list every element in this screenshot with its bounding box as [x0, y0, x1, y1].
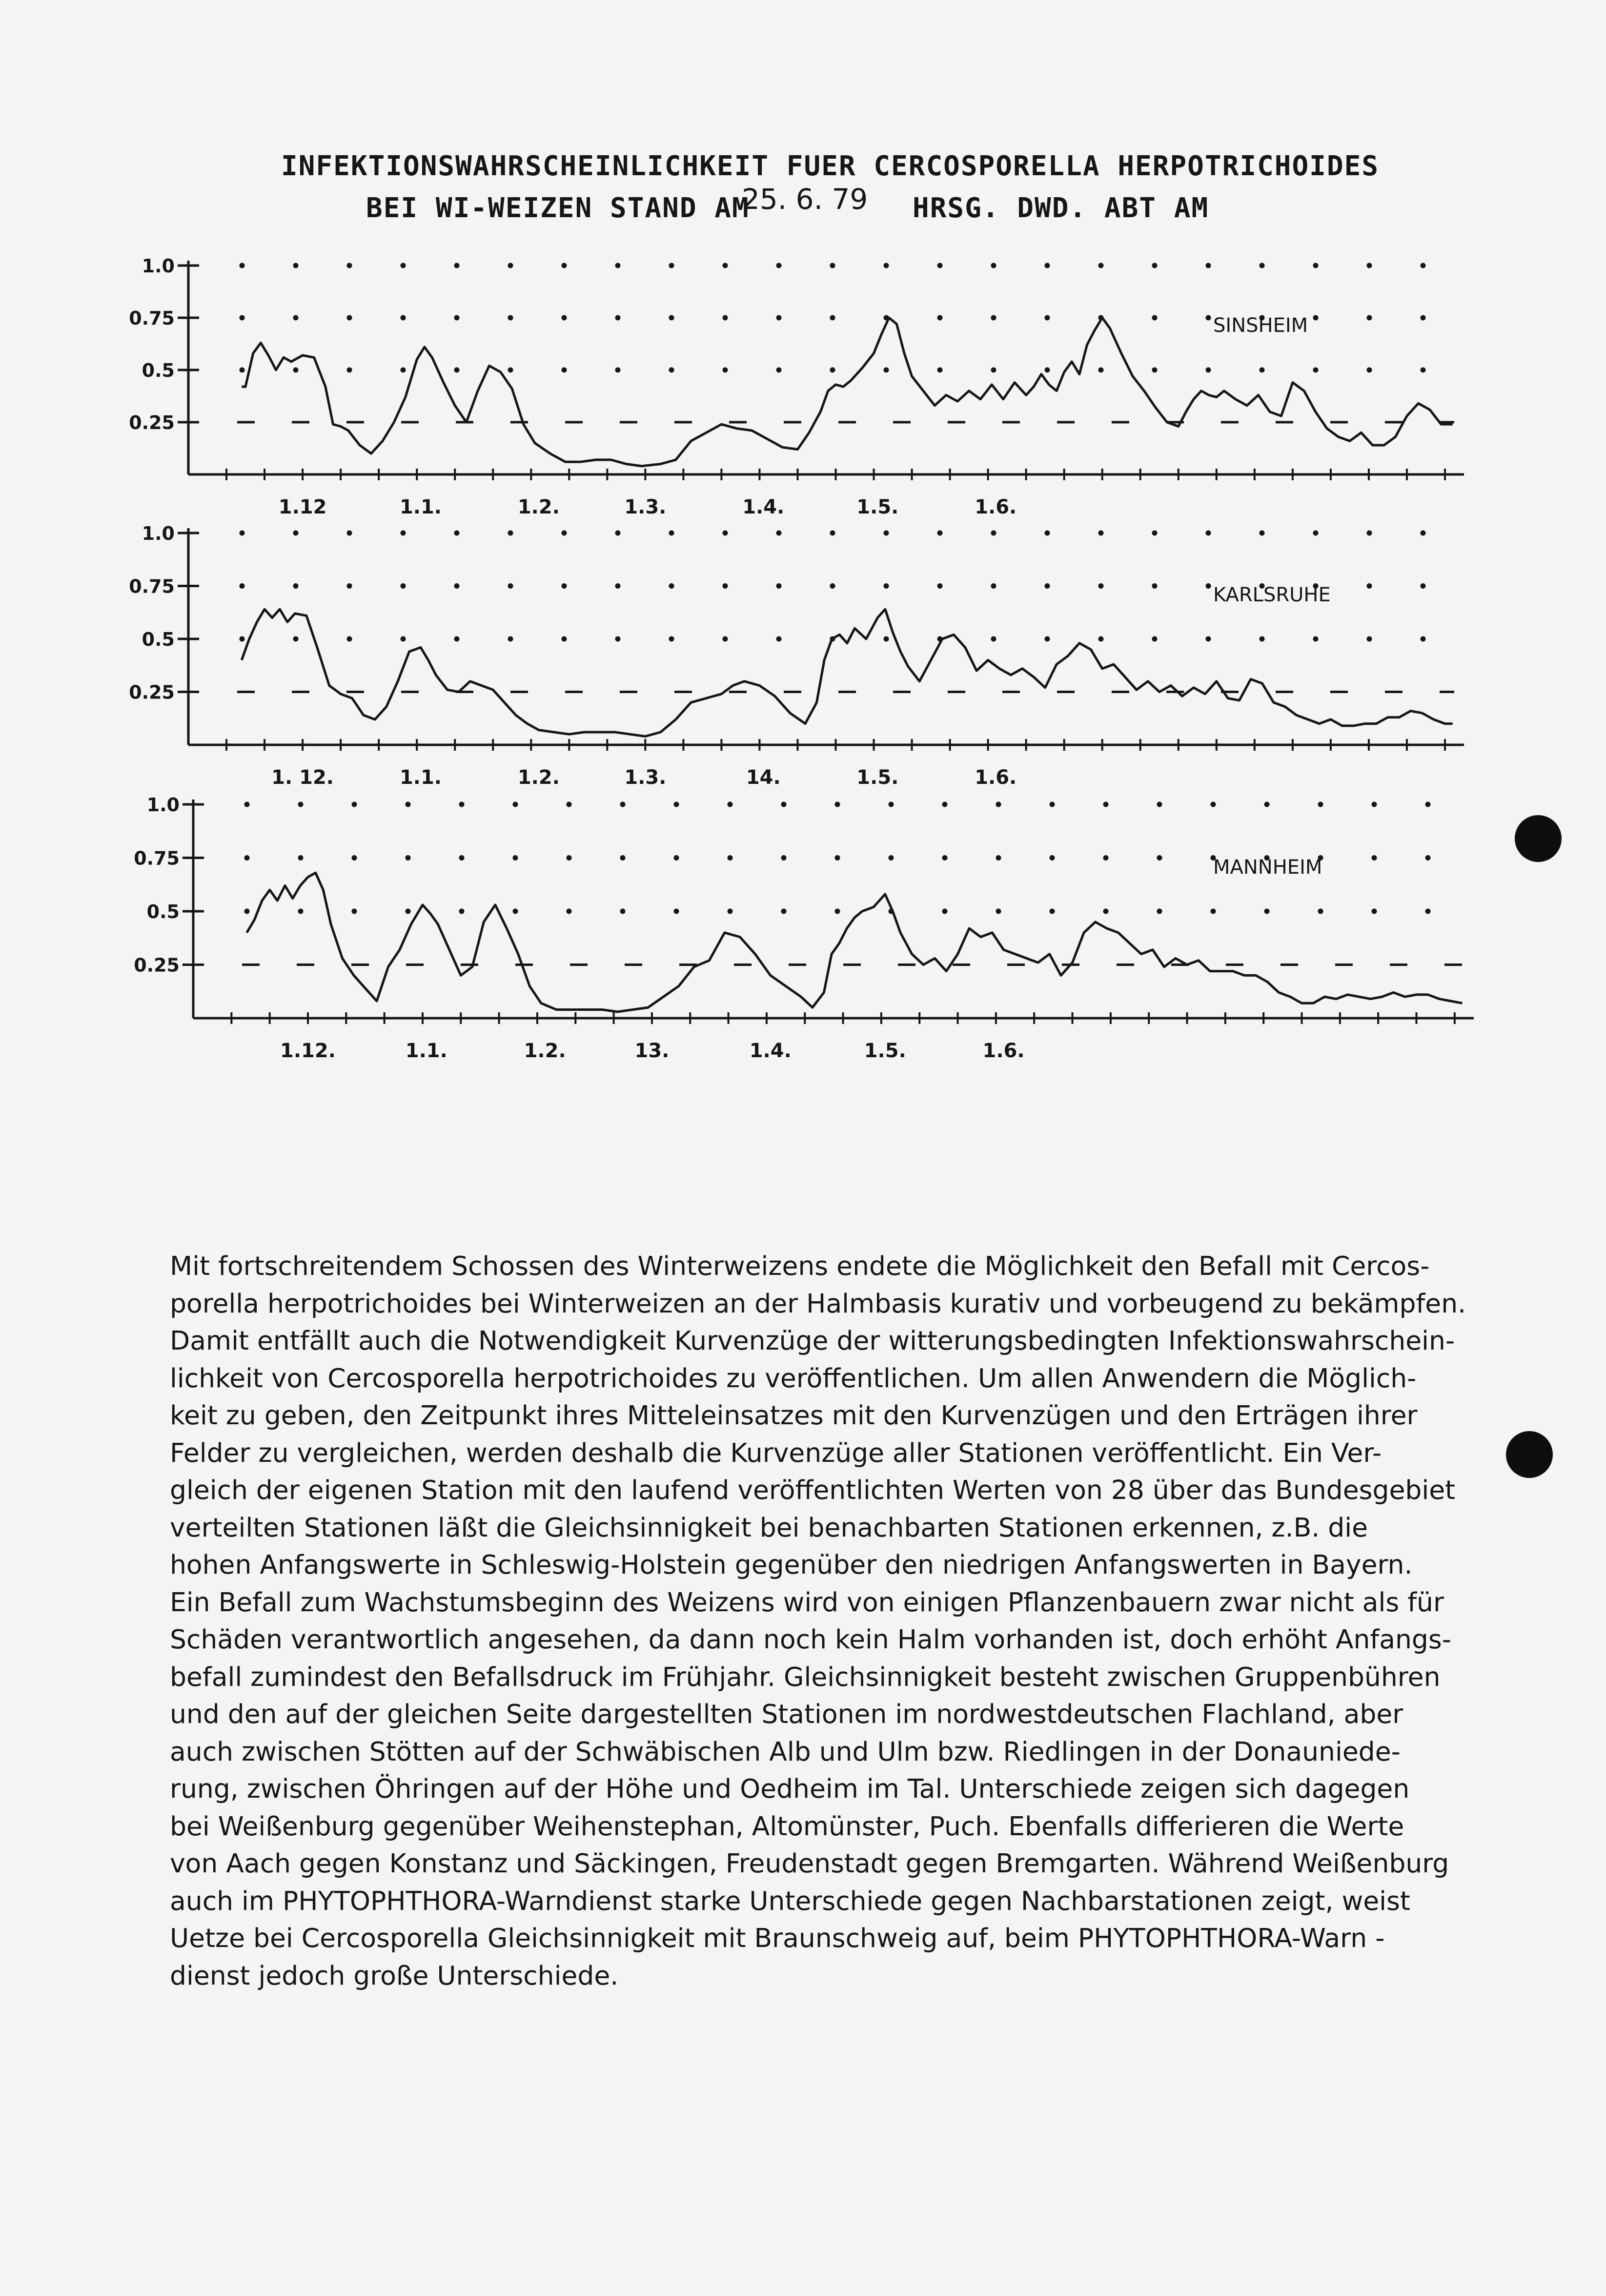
grid-dot	[884, 368, 889, 373]
grid-dot	[674, 802, 679, 807]
grid-dot	[1206, 315, 1211, 321]
grid-dot	[1421, 583, 1426, 589]
grid-dot	[401, 315, 406, 321]
grid-dot	[1098, 583, 1104, 589]
grid-dot	[1421, 315, 1426, 321]
grid-dot	[615, 531, 621, 536]
grid-dot	[835, 909, 840, 914]
grid-dot	[615, 636, 621, 642]
station-label: KARLSRUHE	[1213, 584, 1331, 606]
grid-dot	[562, 263, 567, 268]
grid-dot	[1157, 855, 1162, 861]
body-text-line: Schäden verantwortlich angesehen, da dann noch kein Halm vorhanden ist, doch erhöht Anfangs-	[170, 1624, 1452, 1655]
grid-dot	[347, 315, 352, 321]
grid-dot	[1157, 802, 1162, 807]
body-text-line: Mit fortschreitendem Schossen des Winterweizens endete die Möglichkeit den Befall mit Cercos-	[170, 1250, 1430, 1281]
grid-dot	[937, 263, 943, 268]
grid-dot	[1206, 368, 1211, 373]
grid-dot	[1260, 263, 1265, 268]
charts-panel	[0, 0, 1606, 1123]
grid-dot	[620, 802, 626, 807]
chart-title-stand: BEI WI-WEIZEN STAND AM	[366, 192, 750, 224]
grid-dot	[991, 583, 996, 589]
month-label: 1.6.	[982, 1040, 1025, 1062]
grid-dot	[830, 531, 835, 536]
grid-dot	[240, 368, 245, 373]
body-text-line: Felder zu vergleichen, werden deshalb die Kurvenzüge aller Stationen veröffentlicht. Ein Ver-	[170, 1437, 1382, 1468]
grid-dot	[669, 636, 674, 642]
y-tick-label: 0.75	[129, 575, 175, 597]
grid-dot	[401, 636, 406, 642]
grid-dot	[562, 583, 567, 589]
grid-dot	[508, 531, 513, 536]
grid-dot	[347, 263, 352, 268]
grid-dot	[615, 583, 621, 589]
grid-dot	[454, 368, 460, 373]
grid-dot	[1206, 636, 1211, 642]
series-line	[242, 318, 1452, 466]
series-line	[242, 609, 1452, 736]
grid-dot	[1367, 531, 1372, 536]
grid-dot	[240, 315, 245, 321]
month-label: 1.4.	[749, 1040, 792, 1062]
body-text-line: bei Weißenburg gegenüber Weihenstephan, Altomünster, Puch. Ebenfalls differieren die Werte	[170, 1810, 1404, 1842]
y-tick-label: 0.75	[134, 847, 180, 869]
grid-dot	[508, 583, 513, 589]
month-label: 1.2.	[517, 766, 560, 789]
y-tick-label: 0.25	[134, 954, 180, 976]
grid-dot	[937, 531, 943, 536]
grid-dot	[620, 855, 626, 861]
grid-dot	[884, 263, 889, 268]
grid-dot	[728, 909, 733, 914]
grid-dot	[513, 802, 518, 807]
grid-dot	[352, 855, 357, 861]
grid-dot	[996, 855, 1001, 861]
body-text-line: verteilten Stationen läßt die Gleichsinnigkeit bei benachbarten Stationen erkennen, z.B. die	[170, 1512, 1368, 1543]
grid-dot	[615, 263, 621, 268]
grid-dot	[996, 909, 1001, 914]
grid-dot	[884, 636, 889, 642]
grid-dot	[401, 531, 406, 536]
grid-dot	[567, 855, 572, 861]
grid-dot	[991, 315, 996, 321]
grid-dot	[347, 368, 352, 373]
month-label: 14.	[746, 766, 781, 789]
grid-dot	[776, 583, 782, 589]
grid-dot	[406, 802, 411, 807]
series-line	[247, 873, 1463, 1012]
grid-dot	[669, 531, 674, 536]
grid-dot	[991, 531, 996, 536]
grid-dot	[830, 263, 835, 268]
body-text-line: befall zumindest den Befallsdruck im Frühjahr. Gleichsinnigkeit besteht zwischen Gruppenbühren	[170, 1661, 1441, 1692]
month-label: 1.4.	[742, 496, 785, 518]
grid-dot	[240, 531, 245, 536]
grid-dot	[1318, 802, 1323, 807]
grid-dot	[298, 855, 304, 861]
month-label: 1.1.	[399, 496, 442, 518]
month-label: 1.1.	[405, 1040, 447, 1062]
month-label: 1.5.	[856, 496, 899, 518]
grid-dot	[240, 583, 245, 589]
grid-dot	[1206, 583, 1211, 589]
grid-dot	[1045, 531, 1050, 536]
body-text-line: gleich der eigenen Station mit den laufend veröffentlichten Werten von 28 über das Bundesgebiet	[170, 1475, 1456, 1505]
grid-dot	[674, 855, 679, 861]
grid-dot	[454, 583, 460, 589]
grid-dot	[454, 531, 460, 536]
month-label: 1. 12.	[271, 766, 334, 789]
grid-dot	[1260, 368, 1265, 373]
grid-dot	[1421, 263, 1426, 268]
month-label: 1.12.	[280, 1040, 336, 1062]
grid-dot	[674, 909, 679, 914]
grid-dot	[1264, 909, 1270, 914]
punch-hole-bottom	[1506, 1431, 1553, 1478]
grid-dot	[1367, 583, 1372, 589]
grid-dot	[1367, 263, 1372, 268]
grid-dot	[1050, 855, 1055, 861]
grid-dot	[454, 315, 460, 321]
grid-dot	[240, 636, 245, 642]
grid-dot	[508, 315, 513, 321]
grid-dot	[889, 855, 894, 861]
grid-dot	[1425, 855, 1431, 861]
grid-dot	[1103, 909, 1109, 914]
grid-dot	[1045, 583, 1050, 589]
grid-dot	[406, 855, 411, 861]
grid-dot	[1206, 531, 1211, 536]
grid-dot	[996, 802, 1001, 807]
grid-dot	[347, 636, 352, 642]
grid-dot	[1103, 802, 1109, 807]
grid-dot	[991, 368, 996, 373]
body-text-line: rung, zwischen Öhringen auf der Höhe und Oedheim im Tal. Unterschiede zeigen sich dagegen	[170, 1773, 1410, 1804]
y-tick-label: 0.25	[129, 412, 175, 433]
y-tick-label: 1.0	[142, 255, 175, 277]
grid-dot	[1425, 802, 1431, 807]
grid-dot	[567, 802, 572, 807]
grid-dot	[835, 855, 840, 861]
grid-dot	[1098, 263, 1104, 268]
grid-dot	[669, 263, 674, 268]
month-label: 1.3.	[624, 496, 667, 518]
body-text	[170, 1248, 1517, 1994]
grid-dot	[1313, 263, 1319, 268]
grid-dot	[1045, 368, 1050, 373]
grid-dot	[728, 802, 733, 807]
body-text-line: hohen Anfangswerte in Schleswig-Holstein gegenüber den niedrigen Anfangswerten in Bayern.	[170, 1549, 1413, 1580]
y-tick-label: 1.0	[142, 523, 175, 544]
month-label: 1.2.	[524, 1040, 566, 1062]
grid-dot	[244, 855, 250, 861]
grid-dot	[293, 531, 299, 536]
month-label: 1.12	[278, 496, 327, 518]
grid-dot	[1260, 531, 1265, 536]
grid-dot	[615, 368, 621, 373]
grid-dot	[240, 263, 245, 268]
grid-dot	[459, 802, 465, 807]
grid-dot	[1157, 909, 1162, 914]
body-text-line: auch im PHYTOPHTHORA-Warndienst starke Unterschiede gegen Nachbarstationen zeigt, weist	[170, 1885, 1410, 1916]
y-tick-label: 0.5	[142, 360, 175, 381]
grid-dot	[781, 802, 787, 807]
grid-dot	[293, 368, 299, 373]
grid-dot	[513, 909, 518, 914]
grid-dot	[406, 909, 411, 914]
chart-title-line-1: INFEKTIONSWAHRSCHEINLICHKEIT FUER CERCOSPORELLA HERPOTRICHOIDES	[281, 150, 1380, 182]
grid-dot	[781, 855, 787, 861]
grid-dot	[459, 909, 465, 914]
grid-dot	[1318, 909, 1323, 914]
y-tick-label: 0.5	[146, 901, 180, 922]
grid-dot	[562, 368, 567, 373]
grid-dot	[293, 263, 299, 268]
month-label: 1.1.	[399, 766, 442, 789]
body-text-line: keit zu geben, den Zeitpunkt ihres Mitteleinsatzes mit den Kurvenzügen und den Erträgen ihrer	[170, 1400, 1418, 1431]
body-text-line: und den auf der gleichen Seite dargestellten Stationen im nordwestdeutschen Flachland, aber	[170, 1699, 1403, 1729]
month-label: 13.	[634, 1040, 670, 1062]
month-label: 1.6.	[975, 766, 1017, 789]
grid-dot	[562, 531, 567, 536]
grid-dot	[1372, 855, 1377, 861]
grid-dot	[1367, 315, 1372, 321]
grid-dot	[1103, 855, 1109, 861]
grid-dot	[723, 583, 728, 589]
grid-dot	[991, 263, 996, 268]
grid-dot	[728, 855, 733, 861]
grid-dot	[884, 531, 889, 536]
grid-dot	[937, 315, 943, 321]
grid-dot	[1211, 909, 1216, 914]
grid-dot	[723, 263, 728, 268]
body-text-line: Ein Befall zum Wachstumsbeginn des Weizens wird von einigen Pflanzenbauern zwar nicht als für	[170, 1586, 1444, 1618]
grid-dot	[669, 368, 674, 373]
grid-dot	[942, 909, 948, 914]
grid-dot	[1050, 909, 1055, 914]
grid-dot	[830, 368, 835, 373]
body-text-line: Uetze bei Cercosporella Gleichsinnigkeit mit Braunschweig auf, beim PHYTOPHTHORA-Warn -	[170, 1923, 1385, 1953]
grid-dot	[508, 368, 513, 373]
grid-dot	[1152, 315, 1158, 321]
grid-dot	[352, 802, 357, 807]
grid-dot	[942, 855, 948, 861]
grid-dot	[1313, 531, 1319, 536]
grid-dot	[293, 583, 299, 589]
grid-dot	[1421, 368, 1426, 373]
body-text-line: dienst jedoch große Unterschiede.	[170, 1960, 619, 1991]
month-label: 1.6.	[975, 496, 1017, 518]
grid-dot	[401, 368, 406, 373]
grid-dot	[244, 909, 250, 914]
body-text-line: von Aach gegen Konstanz und Säckingen, Freudenstadt gegen Bremgarten. Während Weißenburg	[170, 1848, 1449, 1879]
month-label: 1.2.	[517, 496, 560, 518]
body-text-line: porella herpotrichoides bei Winterweizen an der Halmbasis kurativ und vorbeugend zu bekämpfen.	[170, 1288, 1466, 1319]
grid-dot	[1367, 368, 1372, 373]
grid-dot	[1152, 583, 1158, 589]
handwritten-date: 25. 6. 79	[742, 183, 868, 216]
grid-dot	[776, 315, 782, 321]
grid-dot	[567, 909, 572, 914]
grid-dot	[1211, 802, 1216, 807]
grid-dot	[1264, 802, 1270, 807]
station-label: MANNHEIM	[1213, 856, 1322, 879]
grid-dot	[615, 315, 621, 321]
month-label: 1.3.	[624, 766, 667, 789]
grid-dot	[835, 802, 840, 807]
grid-dot	[937, 368, 943, 373]
grid-dot	[723, 368, 728, 373]
grid-dot	[889, 802, 894, 807]
grid-dot	[1372, 802, 1377, 807]
grid-dot	[1152, 368, 1158, 373]
grid-dot	[723, 531, 728, 536]
grid-dot	[562, 315, 567, 321]
grid-dot	[937, 583, 943, 589]
grid-dot	[1050, 802, 1055, 807]
grid-dot	[1372, 909, 1377, 914]
grid-dot	[298, 802, 304, 807]
grid-dot	[454, 636, 460, 642]
grid-dot	[401, 583, 406, 589]
grid-dot	[776, 636, 782, 642]
grid-dot	[1152, 636, 1158, 642]
grid-dot	[669, 315, 674, 321]
grid-dot	[459, 855, 465, 861]
grid-dot	[508, 263, 513, 268]
grid-dot	[1313, 368, 1319, 373]
grid-dot	[508, 636, 513, 642]
grid-dot	[776, 531, 782, 536]
month-label: 1.5.	[864, 1040, 906, 1062]
grid-dot	[1152, 531, 1158, 536]
grid-dot	[1367, 636, 1372, 642]
grid-dot	[1045, 315, 1050, 321]
grid-dot	[1206, 263, 1211, 268]
grid-dot	[723, 636, 728, 642]
y-tick-label: 0.5	[142, 629, 175, 650]
grid-dot	[352, 909, 357, 914]
grid-dot	[1421, 636, 1426, 642]
station-label: SINSHEIM	[1213, 314, 1308, 337]
grid-dot	[401, 263, 406, 268]
grid-dot	[1313, 315, 1319, 321]
month-label: 1.5.	[856, 766, 899, 789]
grid-dot	[1152, 263, 1158, 268]
grid-dot	[830, 315, 835, 321]
grid-dot	[513, 855, 518, 861]
grid-dot	[347, 583, 352, 589]
grid-dot	[1098, 636, 1104, 642]
grid-dot	[293, 315, 299, 321]
body-text-line: auch zwischen Stötten auf der Schwäbischen Alb und Ulm bzw. Riedlingen in der Donauniede-	[170, 1736, 1401, 1767]
grid-dot	[347, 531, 352, 536]
grid-dot	[776, 263, 782, 268]
body-text-line: lichkeit von Cercosporella herpotrichoides zu veröffentlichen. Um allen Anwendern die Möglich-	[170, 1362, 1417, 1394]
y-tick-label: 1.0	[146, 794, 180, 816]
grid-dot	[942, 802, 948, 807]
grid-dot	[293, 636, 299, 642]
grid-dot	[1260, 636, 1265, 642]
grid-dot	[1098, 531, 1104, 536]
punch-hole-top	[1515, 815, 1562, 862]
chart-title-publisher: HRSG. DWD. ABT AM	[913, 192, 1209, 224]
grid-dot	[776, 368, 782, 373]
grid-dot	[454, 263, 460, 268]
grid-dot	[1425, 909, 1431, 914]
grid-dot	[1098, 368, 1104, 373]
grid-dot	[781, 909, 787, 914]
grid-dot	[1313, 636, 1319, 642]
grid-dot	[991, 636, 996, 642]
grid-dot	[1045, 636, 1050, 642]
body-text-line: Damit entfällt auch die Notwendigkeit Kurvenzüge der witterungsbedingten Infektionswahrschein-	[170, 1325, 1455, 1356]
grid-dot	[562, 636, 567, 642]
y-tick-label: 0.25	[129, 681, 175, 703]
y-tick-label: 0.75	[129, 308, 175, 329]
grid-dot	[723, 315, 728, 321]
grid-dot	[884, 583, 889, 589]
grid-dot	[620, 909, 626, 914]
grid-dot	[298, 909, 304, 914]
grid-dot	[244, 802, 250, 807]
grid-dot	[669, 583, 674, 589]
grid-dot	[1421, 531, 1426, 536]
grid-dot	[830, 583, 835, 589]
grid-dot	[1045, 263, 1050, 268]
